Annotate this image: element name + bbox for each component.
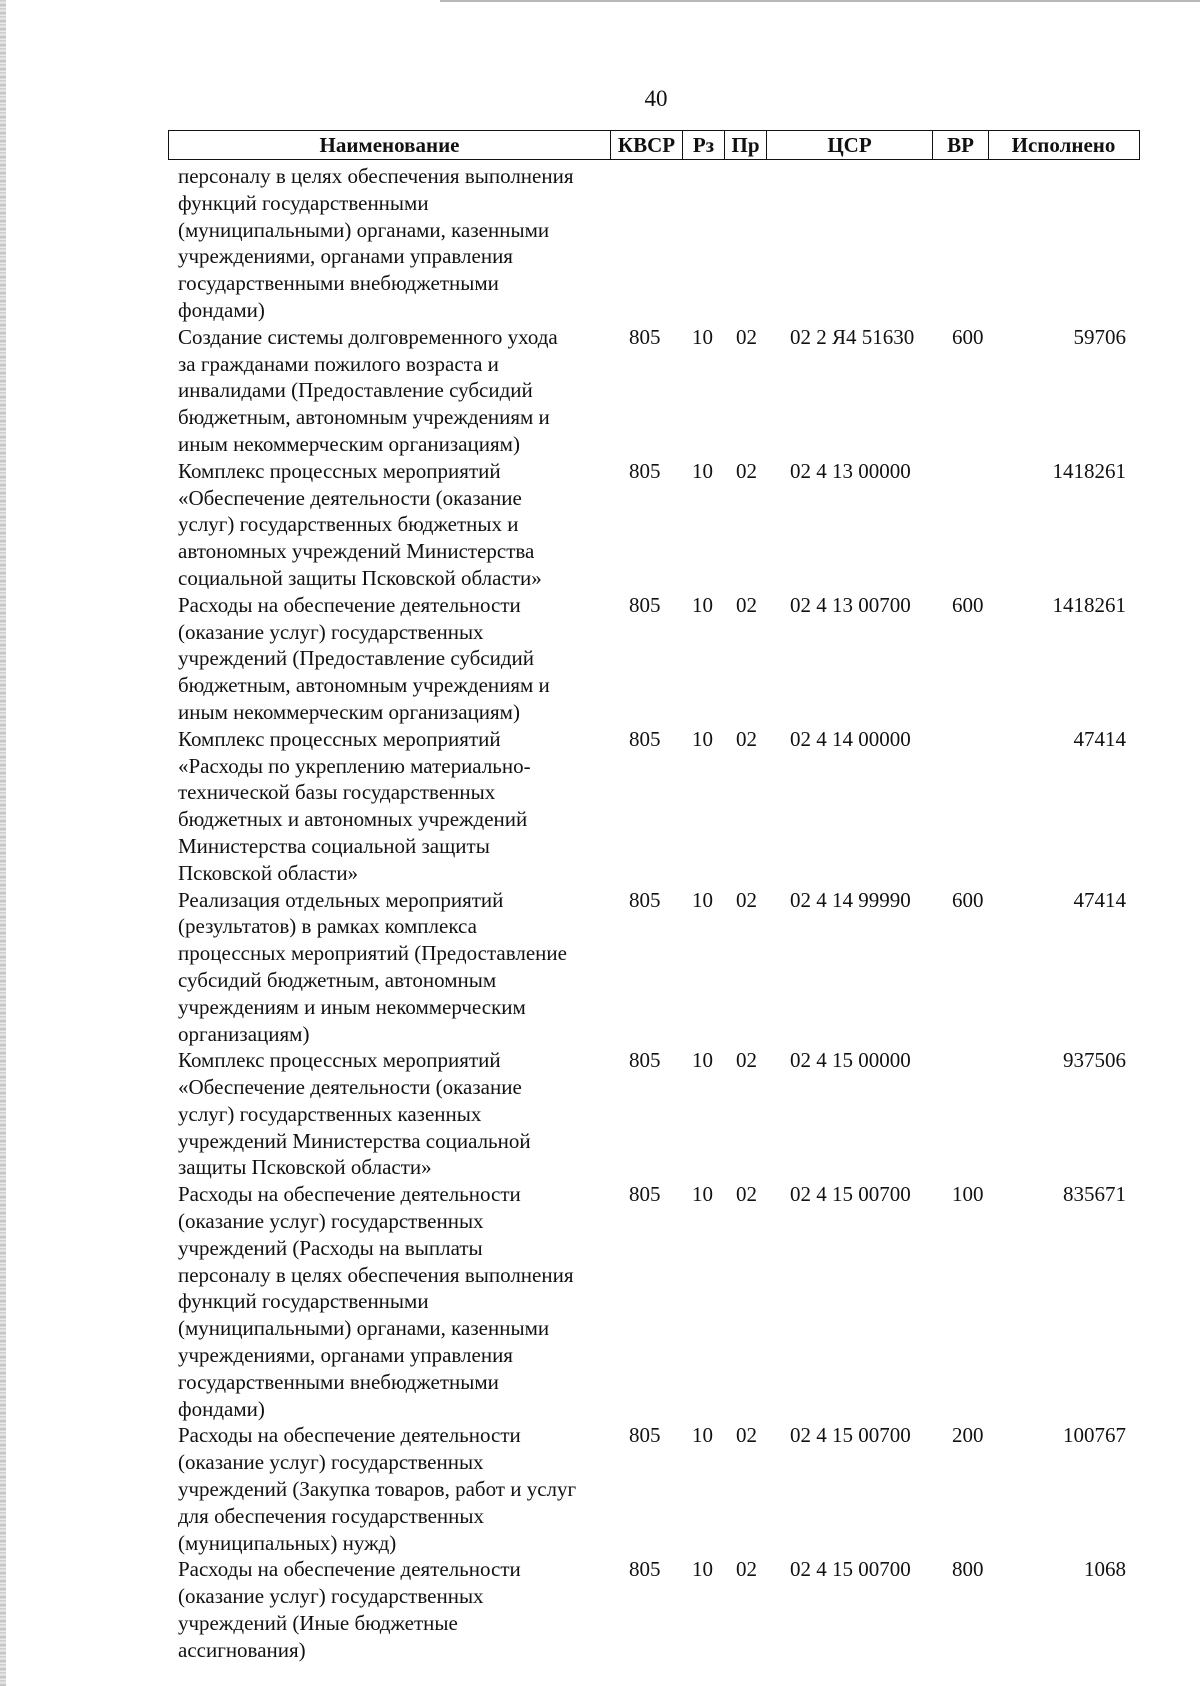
cell-name: Расходы на обеспечение деятельности (оказание услуг) государственных учреждений (Закупка товаров, работ и услуг для обеспечения государственных (муниципальных) нужд) (178, 1423, 577, 1555)
cell-pr: 02 (736, 726, 757, 751)
table-row (0, 592, 1200, 726)
cell-pr: 02 (736, 324, 757, 349)
cell-rz: 10 (692, 1423, 713, 1448)
cell-vr: 100 (952, 1182, 984, 1207)
cell-executed: 59706 (1073, 324, 1126, 349)
cell-rz: 10 (692, 1557, 713, 1582)
cell-vr: 200 (952, 1423, 984, 1448)
cell-pr: 02 (736, 458, 757, 483)
table-row (0, 1422, 1200, 1556)
cell-csr: 02 4 13 00700 (790, 592, 911, 617)
cell-rz: 10 (692, 592, 713, 617)
cell-executed: 1418261 (1052, 592, 1126, 617)
table-row (0, 1181, 1200, 1422)
cell-vr: 600 (952, 887, 984, 912)
header-csr: ЦСР (767, 131, 933, 159)
cell-name: Расходы на обеспечение деятельности (оказание услуг) государственных учреждений (Предоставление субсидий бюджетным, автономным учреждениям и иным некоммерческим организациям) (178, 592, 550, 724)
cell-rz: 10 (692, 324, 713, 349)
cell-csr: 02 4 15 00700 (790, 1182, 911, 1207)
cell-csr: 02 2 Я4 51630 (790, 324, 915, 349)
cell-name: Расходы на обеспечение деятельности (оказание услуг) государственных учреждений (Расходы на выплаты персоналу в целях обеспечения выполнения функций государственными (муниципальными) органами, казенными учреждениями, органами управления государственными внебюджетными фондами) (178, 1182, 574, 1421)
header-vr: ВР (933, 131, 989, 159)
cell-kvsr: 805 (629, 726, 661, 751)
header-pr: Пр (725, 131, 767, 159)
table-body (0, 163, 1200, 1664)
cell-name: Комплекс процессных мероприятий «Расходы по укреплению материально- технической базы государственных бюджетных и автономных учреждений Министерства социальной защиты Псковской области» (178, 726, 531, 885)
cell-csr: 02 4 14 99990 (790, 887, 911, 912)
cell-executed: 835671 (1063, 1182, 1126, 1207)
cell-vr: 600 (952, 324, 984, 349)
cell-kvsr: 805 (629, 1423, 661, 1448)
header-rz: Рз (683, 131, 725, 159)
cell-rz: 10 (692, 1182, 713, 1207)
cell-csr: 02 4 15 00000 (790, 1048, 911, 1073)
cell-rz: 10 (692, 726, 713, 751)
table-row (0, 163, 1200, 324)
cell-executed: 1068 (1084, 1557, 1126, 1582)
header-name: Наименование (169, 131, 611, 159)
cell-csr: 02 4 15 00700 (790, 1423, 911, 1448)
cell-executed: 937506 (1063, 1048, 1126, 1073)
cell-csr: 02 4 13 00000 (790, 458, 911, 483)
cell-executed: 47414 (1073, 726, 1126, 751)
cell-kvsr: 805 (629, 458, 661, 483)
cell-name: Реализация отдельных мероприятий (результатов) в рамках комплекса процессных мероприятий (Предоставление субсидий бюджетным, автономным учреждениям и иным некоммерческим организациям) (178, 887, 567, 1046)
cell-pr: 02 (736, 1182, 757, 1207)
cell-pr: 02 (736, 1048, 757, 1073)
cell-name: Комплекс процессных мероприятий «Обеспечение деятельности (оказание услуг) государственных бюджетных и автономных учреждений Министерства социальной защиты Псковской области» (178, 458, 542, 590)
cell-rz: 10 (692, 887, 713, 912)
cell-kvsr: 805 (629, 592, 661, 617)
cell-executed: 1418261 (1052, 458, 1126, 483)
table-row (0, 887, 1200, 1048)
page-number: 40 (644, 86, 668, 111)
cell-pr: 02 (736, 1557, 757, 1582)
cell-csr: 02 4 15 00700 (790, 1557, 911, 1582)
cell-rz: 10 (692, 1048, 713, 1073)
header-executed: Исполнено (1011, 132, 1116, 157)
cell-vr: 600 (952, 592, 984, 617)
cell-pr: 02 (736, 1423, 757, 1448)
cell-name: Комплекс процессных мероприятий «Обеспечение деятельности (оказание услуг) государственных казенных учреждений Министерства социальной защиты Псковской области» (178, 1048, 531, 1180)
cell-vr: 800 (952, 1557, 984, 1582)
cell-pr: 02 (736, 592, 757, 617)
cell-name: персоналу в целях обеспечения выполнения функций государственными (муниципальными) органами, казенными учреждениями, органами управления государственными внебюджетными фондами) (178, 164, 574, 322)
cell-kvsr: 805 (629, 324, 661, 349)
cell-kvsr: 805 (629, 887, 661, 912)
table-row (0, 324, 1200, 458)
table-header (168, 130, 1140, 160)
cell-kvsr: 805 (629, 1048, 661, 1073)
cell-executed: 47414 (1073, 887, 1126, 912)
cell-kvsr: 805 (629, 1557, 661, 1582)
table-row (0, 458, 1200, 592)
header-kvsr: КВСР (611, 131, 683, 159)
cell-csr: 02 4 14 00000 (790, 726, 911, 751)
cell-rz: 10 (692, 458, 713, 483)
cell-pr: 02 (736, 887, 757, 912)
table-row (0, 1047, 1200, 1181)
table-row (0, 1556, 1200, 1663)
cell-name: Расходы на обеспечение деятельности (оказание услуг) государственных учреждений (Иные бюджетные ассигнования) (178, 1557, 521, 1662)
cell-kvsr: 805 (629, 1182, 661, 1207)
scan-edge-top (440, 0, 1200, 2)
cell-executed: 100767 (1063, 1423, 1126, 1448)
table-row (0, 726, 1200, 887)
cell-name: Создание системы долговременного ухода за гражданами пожилого возраста и инвалидами (Предоставление субсидий бюджетным, автономным учреждениям и иным некоммерческим организациям) (178, 324, 558, 456)
